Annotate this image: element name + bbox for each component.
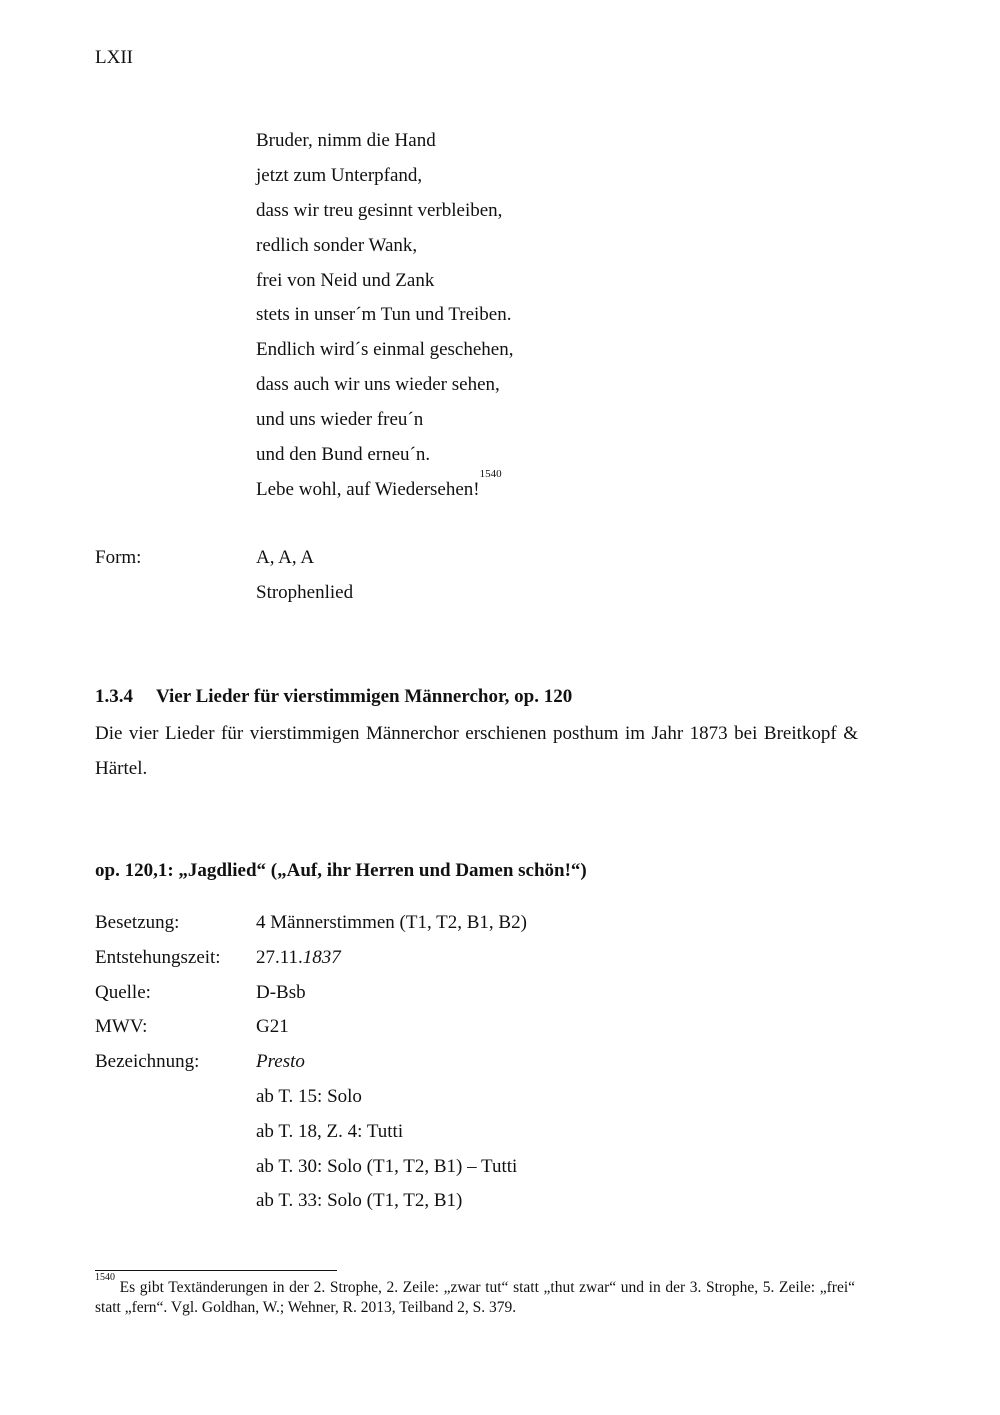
mwv-label: MWV: xyxy=(95,1016,148,1037)
bezeichnung-tempo: Presto xyxy=(256,1051,305,1072)
poem-line: frei von Neid und Zank xyxy=(256,269,435,291)
footnote-text: Es gibt Textänderungen in der 2. Strophe, 2. Zeile: „zwar tut“ statt „thut zwar“ und in der 3. Strophe, 5. Zeile: „frei“ statt „fern“. Vgl. Goldhan, W.; Wehner, R. 2013, Teilband 2, S. 379. xyxy=(95,1279,856,1316)
poem-line: dass auch wir uns wieder sehen, xyxy=(256,374,500,396)
poem-line: Endlich wird´s einmal geschehen, xyxy=(256,339,514,361)
bezeichnung-item: ab T. 30: Solo (T1, T2, B1) – Tutti xyxy=(256,1156,518,1177)
besetzung-label: Besetzung: xyxy=(95,912,180,933)
poem-line: und uns wieder freu´n xyxy=(256,409,424,431)
footnote-reference[interactable]: 1540 xyxy=(479,467,502,480)
mwv-value: G21 xyxy=(256,1016,289,1037)
form-label: Form: xyxy=(95,547,142,568)
entstehung-value xyxy=(256,947,341,969)
page-number: LXII xyxy=(95,47,133,68)
section-number: 1.3.4 xyxy=(95,686,133,707)
poem-last-line xyxy=(256,467,513,512)
poem-last-line-text: Lebe wohl, auf Wiedersehen! xyxy=(256,478,480,500)
bezeichnung-label: Bezeichnung: xyxy=(95,1051,200,1072)
entstehung-year: 1837 xyxy=(302,947,341,968)
footnote xyxy=(95,1272,856,1318)
poem-block xyxy=(256,128,513,512)
poem-line: jetzt zum Unterpfand, xyxy=(256,164,423,186)
footnote-number: 1540 xyxy=(95,1272,115,1283)
quelle-value: D-Bsb xyxy=(256,982,306,1003)
poem-line: redlich sonder Wank, xyxy=(256,234,418,256)
poem-line: und den Bund erneu´n. xyxy=(256,444,431,466)
form-value: A, A, A xyxy=(256,547,315,568)
section-title: Vier Lieder für vierstimmigen Männerchor, op. 120 xyxy=(156,686,573,707)
poem-line: stets in unser´m Tun und Treiben. xyxy=(256,304,512,326)
bezeichnung-item: ab T. 15: Solo xyxy=(256,1086,362,1107)
entstehung-label: Entstehungszeit: xyxy=(95,947,221,968)
bezeichnung-item: ab T. 33: Solo (T1, T2, B1) xyxy=(256,1190,463,1211)
bezeichnung-item: ab T. 18, Z. 4: Tutti xyxy=(256,1121,404,1142)
song-heading: op. 120,1: „Jagdlied“ („Auf, ihr Herren und Damen schön!“) xyxy=(95,860,587,881)
section-paragraph: Die vier Lieder für vierstimmigen Männerchor erschienen posthum im Jahr 1873 bei Breitkopf & Härtel. xyxy=(95,723,858,779)
footnote-divider xyxy=(95,1270,337,1271)
poem-line: dass wir treu gesinnt verbleiben, xyxy=(256,199,503,221)
quelle-label: Quelle: xyxy=(95,982,151,1003)
form-type-value: Strophenlied xyxy=(256,582,354,603)
entstehung-day: 27.11. xyxy=(256,947,303,968)
besetzung-value: 4 Männerstimmen (T1, T2, B1, B2) xyxy=(256,912,527,933)
poem-line: Bruder, nimm die Hand xyxy=(256,130,436,151)
